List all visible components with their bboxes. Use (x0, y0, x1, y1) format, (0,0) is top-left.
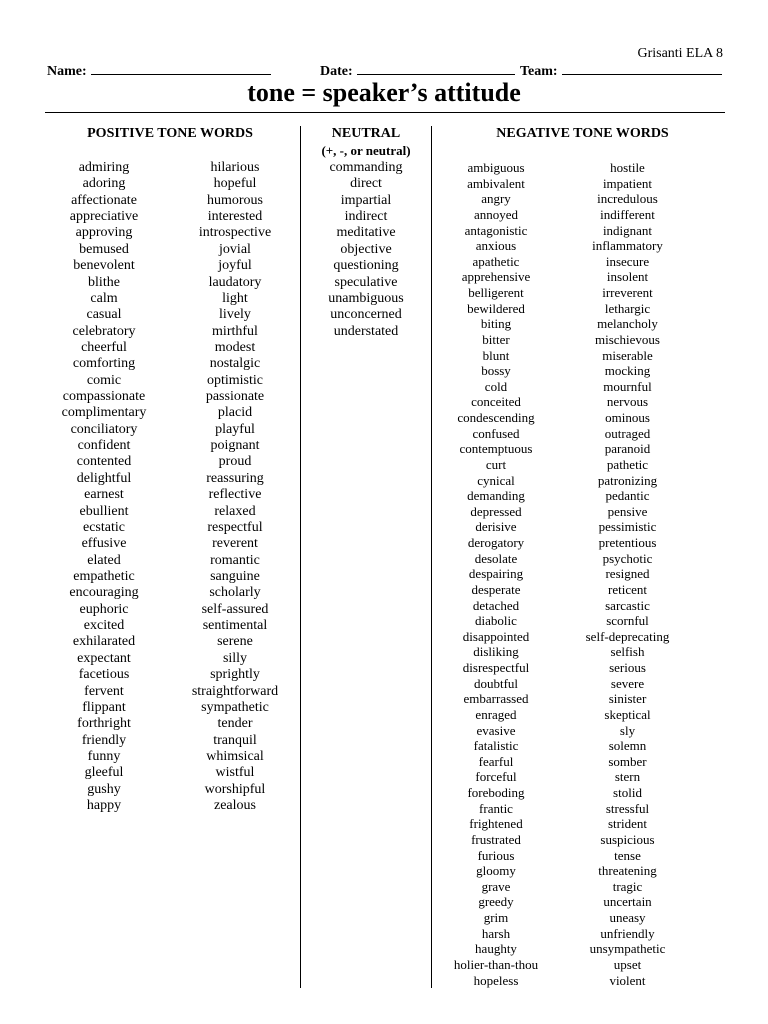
positive-tone-word: nostalgic (209, 356, 261, 372)
name-label: Name: (47, 64, 87, 79)
negative-tone-word: grim (483, 910, 509, 925)
negative-tone-word: serious (609, 660, 646, 675)
positive-tone-word: respectful (207, 519, 263, 535)
positive-tone-word: admiring (78, 160, 130, 175)
negative-tone-word: indignant (602, 222, 653, 238)
neutral-tone-word: commanding (329, 160, 403, 175)
negative-tone-word: inflammatory (592, 238, 663, 254)
negative-tone-word: somber (608, 753, 647, 769)
name-blank[interactable] (91, 62, 271, 75)
negative-tone-word: hostile (610, 160, 645, 175)
negative-tone-word: impatient (602, 175, 653, 191)
positive-words-column-1 (45, 160, 163, 814)
negative-tone-word: holier-than-thou (453, 956, 539, 972)
negative-tone-word: ambiguous (467, 160, 525, 175)
column-divider-left (300, 126, 301, 988)
positive-tone-word: proud (218, 454, 252, 470)
positive-tone-word: flippant (82, 699, 126, 715)
negative-tone-word: upset (613, 956, 642, 972)
positive-tone-word: forthright (77, 716, 131, 732)
negative-tone-word: sly (619, 722, 636, 738)
negative-tone-word: cynical (477, 472, 515, 488)
neutral-tone-word: unambiguous (328, 290, 404, 306)
positive-tone-word: fervent (84, 683, 124, 699)
positive-tone-word: benevolent (73, 258, 135, 274)
negative-tone-word: annoyed (473, 206, 519, 222)
negative-tone-word: hopeless (473, 972, 519, 988)
positive-tone-word: friendly (81, 732, 127, 748)
negative-heading: NEGATIVE TONE WORDS (496, 126, 669, 141)
negative-tone-word: detached (472, 597, 520, 613)
negative-tone-word: enraged (475, 706, 517, 722)
positive-tone-word: delightful (76, 470, 132, 486)
positive-tone-word: sympathetic (201, 699, 269, 715)
positive-tone-word: romantic (210, 552, 260, 568)
positive-tone-word: placid (217, 405, 253, 421)
neutral-tone-word: objective (340, 241, 392, 257)
negative-tone-word: psychotic (602, 550, 653, 566)
positive-tone-word: straightforward (191, 683, 279, 699)
negative-tone-word: skeptical (604, 706, 651, 722)
negative-tone-word: disappointed (462, 628, 530, 644)
neutral-tone-word: direct (350, 176, 382, 192)
negative-tone-word: furious (477, 847, 515, 863)
negative-tone-word: pathetic (606, 456, 649, 472)
negative-tone-word: blunt (482, 347, 510, 363)
positive-tone-word: self-assured (201, 601, 269, 617)
negative-tone-word: doubtful (473, 675, 519, 691)
negative-tone-word: patronizing (597, 472, 658, 488)
negative-tone-word: pretentious (598, 535, 657, 550)
negative-tone-word: foreboding (467, 785, 525, 800)
positive-tone-word: casual (86, 307, 122, 323)
positive-tone-word: blithe (88, 274, 120, 290)
negative-tone-word: pessimistic (598, 519, 657, 535)
positive-tone-word: tranquil (213, 732, 257, 748)
negative-tone-word: biting (480, 316, 512, 332)
author-credit: Grisanti ELA 8 (637, 46, 723, 61)
negative-tone-word: evasive (476, 722, 516, 738)
positive-tone-word: compassionate (62, 389, 146, 405)
positive-tone-word: poignant (210, 438, 260, 454)
positive-tone-word: conciliatory (70, 421, 138, 437)
positive-tone-word: expectant (77, 650, 131, 666)
positive-tone-word: whimsical (206, 748, 264, 764)
negative-tone-word: bewildered (467, 300, 525, 316)
positive-tone-word: hopeful (213, 176, 257, 192)
negative-tone-word: contemptuous (459, 441, 533, 457)
column-divider-right (431, 126, 432, 988)
negative-tone-word: suspicious (600, 831, 655, 847)
negative-tone-word: desperate (471, 581, 521, 597)
negative-tone-word: resigned (605, 566, 650, 582)
positive-tone-word: contented (76, 454, 132, 470)
positive-tone-word: ecstatic (83, 519, 125, 535)
negative-tone-word: incredulous (597, 191, 658, 207)
negative-tone-word: stern (614, 769, 641, 785)
negative-tone-word: mournful (603, 378, 652, 394)
positive-tone-word: serene (217, 634, 253, 650)
negative-tone-word: nervous (606, 394, 649, 410)
positive-tone-word: excited (83, 618, 125, 634)
positive-tone-word: exhilarated (72, 634, 136, 650)
neutral-subheading: (+, -, or neutral) (321, 143, 411, 158)
negative-tone-word: frustrated (471, 831, 521, 847)
positive-tone-word: empathetic (73, 568, 135, 584)
positive-tone-word: sprightly (210, 667, 260, 683)
positive-tone-word: comic (86, 372, 122, 388)
negative-tone-word: mischievous (595, 331, 660, 347)
negative-tone-word: outraged (604, 425, 651, 441)
negative-tone-word: disliking (473, 644, 519, 660)
negative-tone-word: fatalistic (473, 738, 519, 754)
negative-tone-word: solemn (608, 738, 647, 754)
negative-tone-word: conceited (471, 394, 521, 410)
negative-tone-word: tense (614, 847, 641, 863)
positive-tone-word: light (222, 290, 248, 306)
positive-tone-word: ebullient (79, 503, 129, 519)
negative-tone-word: grave (481, 878, 511, 894)
negative-tone-word: greedy (478, 894, 514, 910)
negative-tone-word: reticent (608, 581, 647, 597)
negative-tone-word: uneasy (609, 910, 646, 925)
positive-tone-word: optimistic (207, 372, 263, 388)
negative-tone-word: insecure (605, 253, 650, 269)
positive-tone-word: bemused (79, 241, 129, 257)
positive-tone-word: joyful (218, 258, 252, 274)
negative-tone-word: sinister (608, 691, 647, 707)
positive-tone-word: wistful (215, 765, 255, 781)
negative-tone-word: pedantic (605, 488, 650, 504)
page-title: tone = speaker’s attitude (247, 78, 521, 107)
negative-tone-word: self-deprecating (585, 628, 670, 644)
positive-words-column-2 (175, 160, 295, 814)
positive-tone-word: scholarly (209, 585, 261, 601)
negative-tone-word: embarrassed (463, 691, 529, 707)
negative-tone-word: bossy (481, 363, 511, 379)
negative-tone-word: melancholy (597, 316, 658, 332)
negative-tone-word: curt (485, 456, 507, 472)
negative-tone-word: derisive (475, 519, 517, 535)
negative-tone-word: violent (609, 972, 646, 988)
date-blank[interactable] (357, 62, 515, 75)
negative-tone-word: stressful (605, 800, 650, 816)
positive-tone-word: complimentary (61, 405, 147, 421)
negative-tone-word: mocking (604, 363, 651, 379)
positive-tone-word: jovial (219, 241, 251, 257)
positive-tone-word: facetious (78, 667, 130, 683)
positive-tone-word: playful (215, 421, 255, 437)
negative-tone-word: indifferent (600, 206, 655, 222)
positive-tone-word: encouraging (69, 585, 139, 601)
negative-tone-word: selfish (610, 644, 645, 660)
positive-tone-word: earnest (84, 487, 124, 503)
neutral-heading: NEUTRAL (331, 126, 401, 141)
negative-tone-word: lethargic (604, 300, 651, 316)
positive-tone-word: euphoric (79, 601, 129, 617)
negative-tone-word: paranoid (604, 441, 651, 457)
negative-tone-word: sarcastic (605, 597, 650, 613)
positive-tone-word: worshipful (204, 781, 266, 797)
neutral-words-column (305, 160, 427, 340)
team-label: Team: (520, 64, 558, 79)
negative-tone-word: ominous (605, 410, 650, 425)
positive-tone-word: reverent (212, 536, 258, 552)
negative-tone-word: scornful (606, 613, 649, 629)
negative-tone-word: demanding (467, 488, 525, 504)
negative-tone-word: tragic (612, 878, 643, 894)
positive-tone-word: sanguine (210, 568, 260, 584)
negative-tone-word: apathetic (472, 253, 520, 269)
negative-tone-word: gloomy (476, 863, 516, 879)
positive-tone-word: lively (219, 307, 251, 323)
positive-tone-word: appreciative (69, 209, 139, 225)
neutral-tone-word: indirect (344, 209, 388, 225)
positive-tone-word: comforting (72, 356, 136, 372)
negative-tone-word: ambivalent (467, 175, 525, 191)
negative-tone-word: severe (610, 675, 645, 691)
negative-tone-word: belligerent (468, 285, 524, 300)
positive-tone-word: approving (75, 225, 133, 241)
positive-tone-word: relaxed (214, 503, 256, 519)
negative-tone-word: diabolic (475, 613, 517, 629)
negative-tone-word: antagonistic (464, 222, 528, 238)
positive-tone-word: hilarious (210, 160, 260, 175)
date-label: Date: (320, 64, 353, 79)
positive-tone-word: reassuring (206, 470, 264, 486)
negative-tone-word: apprehensive (461, 269, 531, 285)
negative-tone-word: insolent (606, 269, 649, 285)
negative-tone-word: pensive (607, 503, 648, 519)
negative-tone-word: frantic (479, 800, 513, 816)
team-blank[interactable] (562, 62, 722, 75)
positive-tone-word: elated (87, 552, 121, 568)
positive-tone-word: modest (214, 339, 256, 355)
title-underline (45, 112, 725, 113)
negative-tone-word: uncertain (603, 894, 652, 910)
neutral-tone-word: unconcerned (330, 307, 402, 323)
negative-tone-word: haughty (475, 941, 517, 957)
positive-tone-word: laudatory (208, 274, 262, 290)
positive-tone-word: celebratory (72, 323, 136, 339)
positive-tone-word: gleeful (84, 765, 124, 781)
positive-tone-word: adoring (82, 176, 126, 192)
positive-tone-word: interested (207, 209, 263, 225)
negative-tone-word: despairing (468, 566, 524, 582)
positive-tone-word: gushy (87, 781, 121, 797)
positive-tone-word: funny (87, 748, 121, 764)
negative-tone-word: threatening (598, 863, 657, 879)
negative-tone-word: derogatory (467, 535, 525, 550)
positive-tone-word: mirthful (212, 323, 258, 339)
positive-tone-word: zealous (214, 798, 256, 814)
negative-words-column-2 (570, 160, 685, 988)
neutral-tone-word: questioning (333, 258, 399, 274)
positive-tone-word: tender (217, 716, 253, 732)
negative-tone-word: angry (481, 191, 511, 207)
negative-tone-word: frightened (469, 816, 523, 832)
positive-tone-word: effusive (81, 536, 127, 552)
negative-tone-word: confused (472, 425, 520, 441)
negative-tone-word: condescending (457, 410, 535, 425)
neutral-tone-word: speculative (334, 274, 398, 290)
positive-tone-word: happy (86, 798, 122, 814)
negative-tone-word: cold (484, 378, 508, 394)
negative-tone-word: disrespectful (462, 660, 530, 675)
positive-tone-word: calm (90, 290, 118, 306)
negative-tone-word: forceful (475, 769, 517, 785)
positive-tone-word: silly (222, 650, 248, 666)
positive-tone-word: confident (77, 438, 131, 454)
positive-tone-word: introspective (198, 225, 272, 241)
negative-tone-word: desolate (474, 550, 518, 566)
positive-tone-word: passionate (205, 389, 265, 405)
positive-tone-word: cheerful (81, 339, 127, 355)
negative-tone-word: anxious (475, 238, 517, 254)
neutral-tone-word: impartial (340, 192, 392, 208)
negative-tone-word: stolid (613, 785, 642, 800)
negative-tone-word: strident (608, 816, 647, 832)
positive-heading: POSITIVE TONE WORDS (87, 126, 253, 141)
positive-tone-word: sentimental (202, 618, 268, 634)
neutral-tone-word: understated (333, 323, 399, 339)
negative-tone-word: fearful (478, 753, 514, 769)
negative-tone-word: harsh (481, 925, 511, 941)
negative-tone-word: bitter (482, 331, 510, 347)
negative-words-column-1 (440, 160, 552, 988)
positive-tone-word: reflective (208, 487, 262, 503)
negative-tone-word: depressed (470, 503, 522, 519)
negative-tone-word: irreverent (602, 285, 653, 300)
positive-tone-word: affectionate (71, 192, 137, 208)
negative-tone-word: unfriendly (600, 925, 655, 941)
negative-tone-word: miserable (602, 347, 653, 363)
positive-tone-word: humorous (207, 192, 263, 208)
negative-tone-word: unsympathetic (589, 941, 666, 957)
neutral-tone-word: meditative (336, 225, 396, 241)
